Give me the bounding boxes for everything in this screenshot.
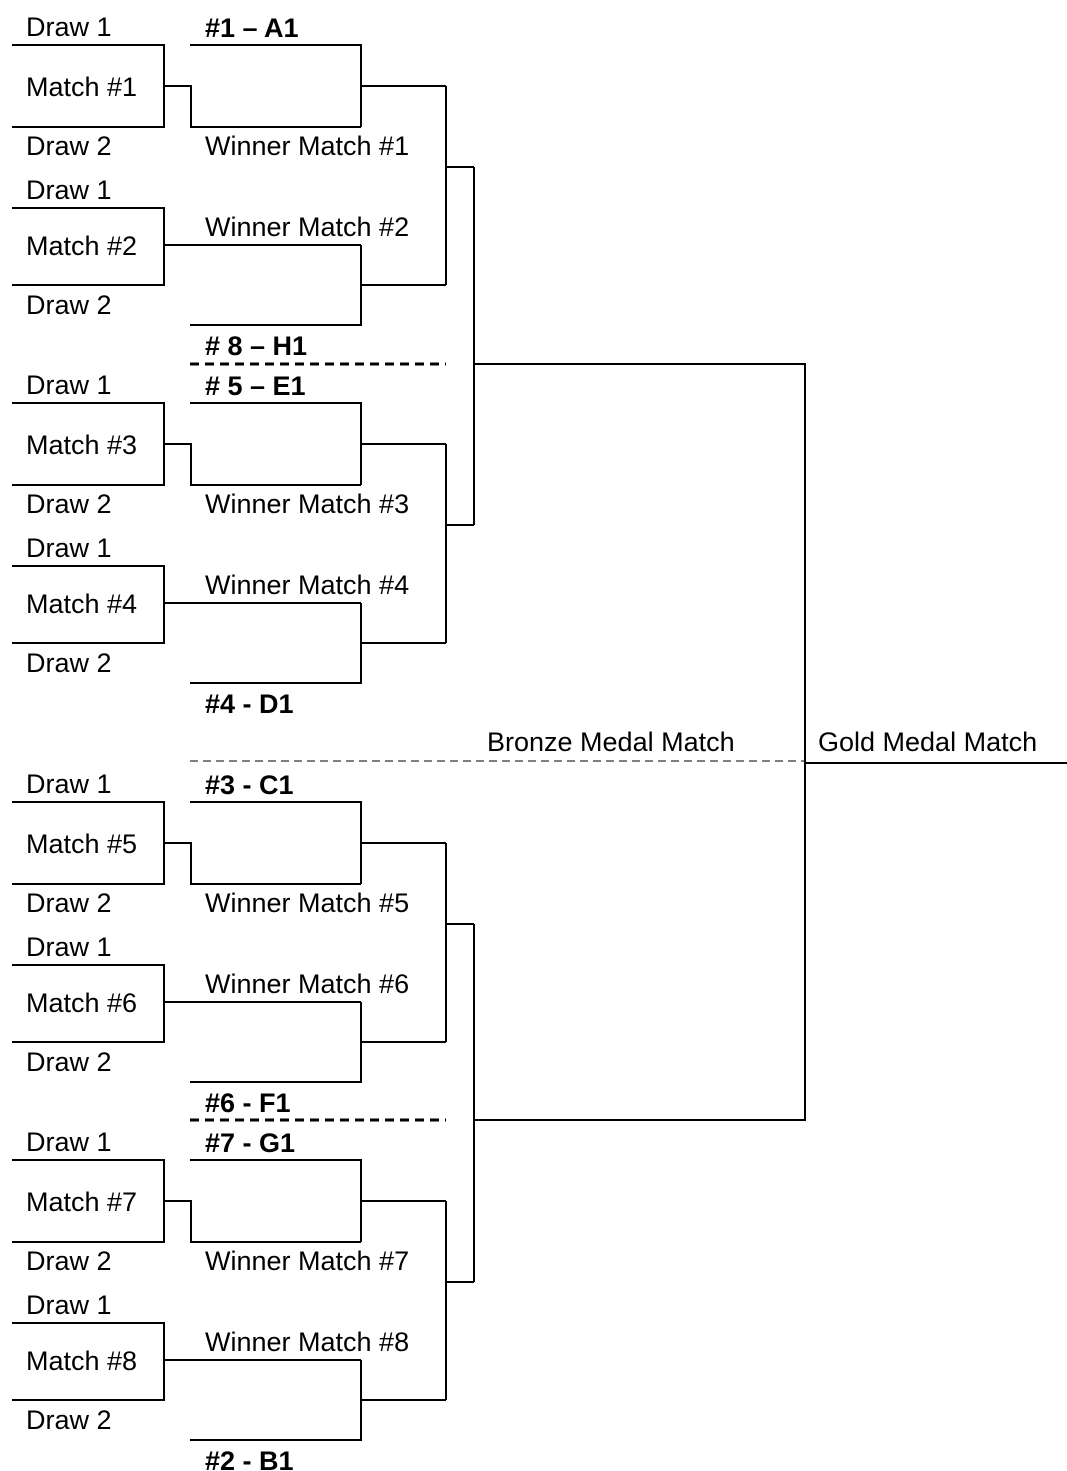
match-connector bbox=[164, 843, 361, 884]
draw-label: Draw 2 bbox=[26, 131, 112, 161]
seed-label: #7 - G1 bbox=[205, 1128, 296, 1158]
finals bbox=[190, 364, 1067, 1120]
draw-label: Draw 1 bbox=[26, 932, 112, 962]
semifinal-connector-top bbox=[474, 364, 805, 761]
bracket-block bbox=[12, 370, 474, 719]
round2-bracket bbox=[190, 603, 361, 683]
seed-label: #3 - C1 bbox=[205, 770, 294, 800]
seed-label: # 8 – H1 bbox=[205, 331, 308, 361]
round2-bracket bbox=[190, 1002, 361, 1082]
round2-bracket bbox=[190, 802, 361, 884]
match-connector bbox=[164, 1201, 361, 1242]
match-label: Match #3 bbox=[26, 430, 138, 460]
draw-label: Draw 2 bbox=[26, 1405, 112, 1435]
match-connector bbox=[164, 86, 361, 127]
winner-label: Winner Match #6 bbox=[205, 969, 410, 999]
draw-label: Draw 2 bbox=[26, 888, 112, 918]
draw-label: Draw 2 bbox=[26, 1246, 112, 1276]
match-label: Match #4 bbox=[26, 589, 138, 619]
winner-label: Winner Match #1 bbox=[205, 131, 410, 161]
draw-label: Draw 1 bbox=[26, 370, 112, 400]
match-label: Match #7 bbox=[26, 1187, 138, 1217]
draw-label: Draw 1 bbox=[26, 1127, 112, 1157]
draw-label: Draw 1 bbox=[26, 769, 112, 799]
draw-label: Draw 1 bbox=[26, 1290, 112, 1320]
gold-medal-label: Gold Medal Match bbox=[818, 727, 1038, 757]
draw-label: Draw 2 bbox=[26, 1047, 112, 1077]
bronze-medal-label: Bronze Medal Match bbox=[487, 727, 735, 757]
seed-label: #4 - D1 bbox=[205, 689, 294, 719]
round2-bracket bbox=[190, 1160, 361, 1242]
match-label: Match #8 bbox=[26, 1346, 138, 1376]
match-label: Match #6 bbox=[26, 988, 138, 1018]
seed-label: #1 – A1 bbox=[205, 13, 299, 43]
bracket-blocks bbox=[12, 12, 474, 1471]
bracket-block bbox=[12, 1127, 474, 1471]
draw-label: Draw 2 bbox=[26, 290, 112, 320]
draw-label: Draw 1 bbox=[26, 533, 112, 563]
match-label: Match #2 bbox=[26, 231, 138, 261]
winner-label: Winner Match #3 bbox=[205, 489, 410, 519]
winner-label: Winner Match #4 bbox=[205, 570, 410, 600]
seed-label: # 5 – E1 bbox=[205, 371, 306, 401]
winner-label: Winner Match #7 bbox=[205, 1246, 410, 1276]
match-label: Match #1 bbox=[26, 72, 138, 102]
seed-label: #6 - F1 bbox=[205, 1088, 291, 1118]
winner-label: Winner Match #2 bbox=[205, 212, 410, 242]
round2-bracket bbox=[190, 45, 361, 127]
winner-label: Winner Match #5 bbox=[205, 888, 410, 918]
bracket-block bbox=[12, 769, 474, 1118]
winner-label: Winner Match #8 bbox=[205, 1327, 410, 1357]
seed-label: #2 - B1 bbox=[205, 1446, 294, 1471]
match-connector bbox=[164, 444, 361, 485]
match-label: Match #5 bbox=[26, 829, 138, 859]
draw-label: Draw 2 bbox=[26, 489, 112, 519]
bracket-block bbox=[12, 12, 474, 361]
round2-bracket bbox=[190, 1360, 361, 1440]
draw-label: Draw 1 bbox=[26, 12, 112, 42]
semifinal-connector-bottom bbox=[474, 761, 805, 1120]
draw-label: Draw 1 bbox=[26, 175, 112, 205]
round2-bracket bbox=[190, 403, 361, 485]
draw-label: Draw 2 bbox=[26, 648, 112, 678]
round2-bracket bbox=[190, 245, 361, 325]
